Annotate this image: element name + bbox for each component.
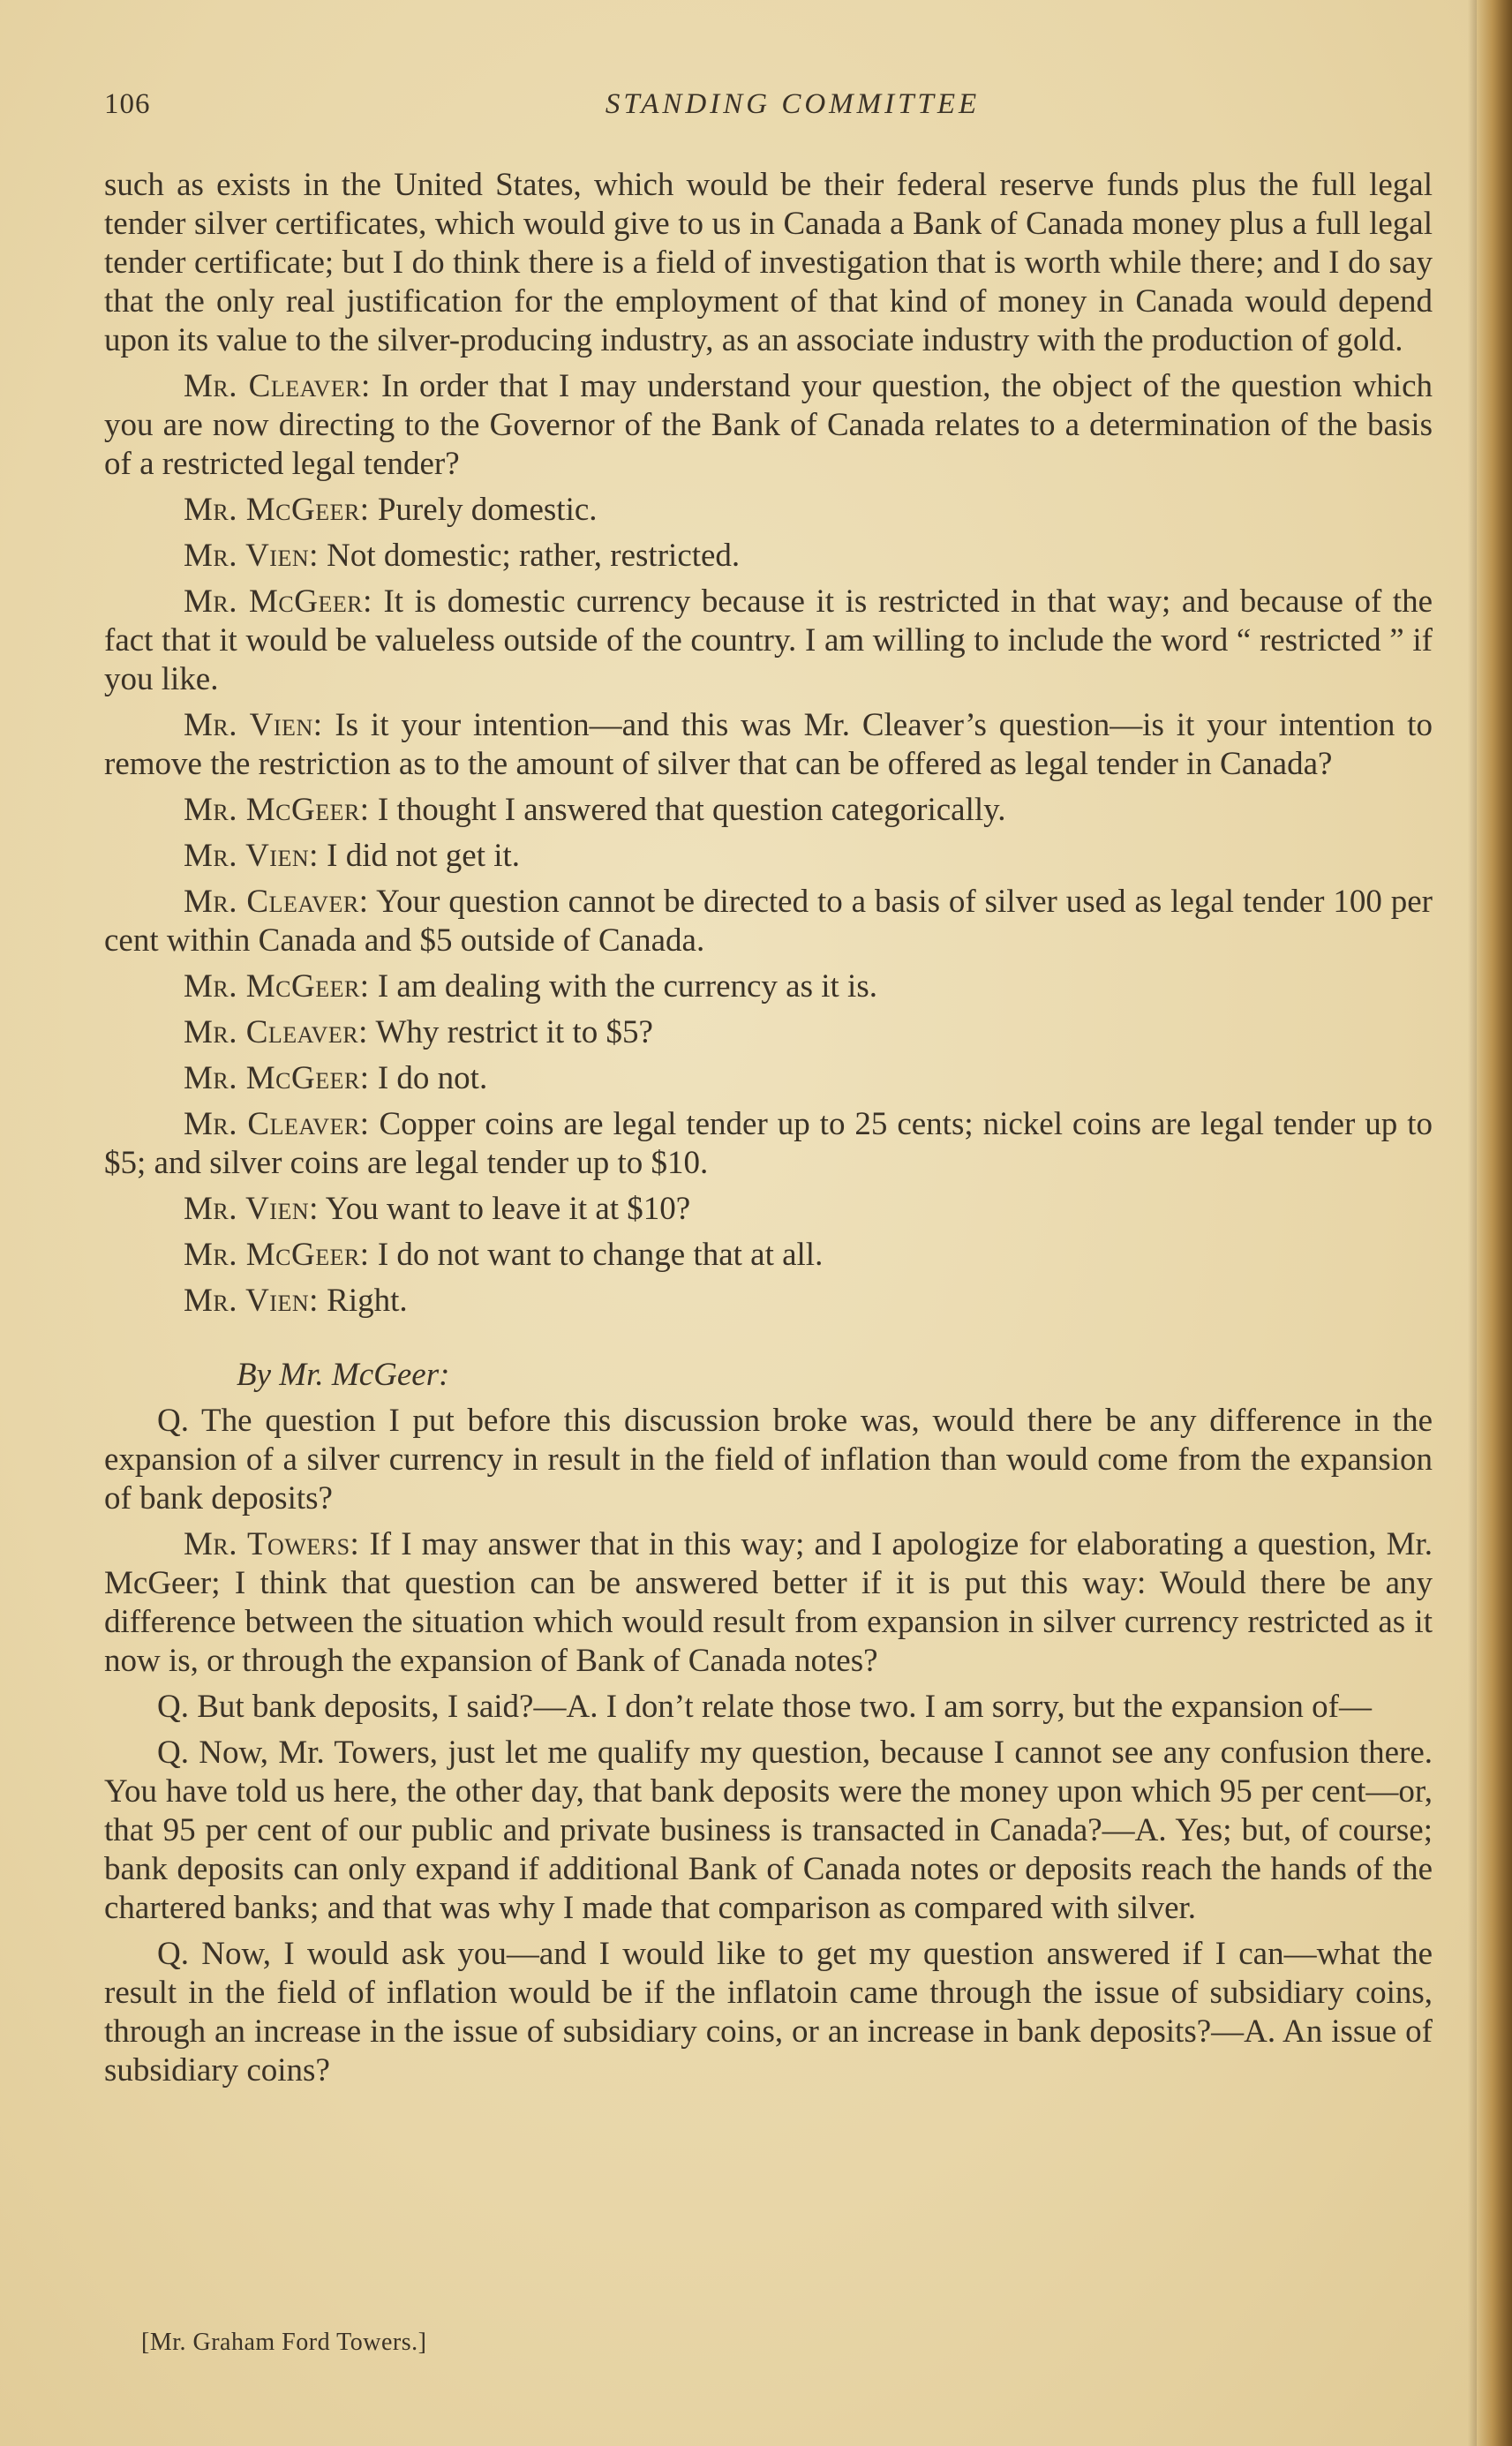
speech-paragraph (104, 367, 1433, 484)
speaker-name: Mr. Vien: (184, 1191, 319, 1227)
speech-paragraph (104, 791, 1433, 830)
speech-text: Why restrict it to $5? (375, 1014, 653, 1050)
speech-paragraph (104, 1190, 1433, 1229)
speech-text: Your question cannot be directed to a basis of silver used as legal tender 100 per cent within Canada and $5 outside of Canada. (104, 884, 1433, 959)
speaker-name: Mr. Towers: (184, 1526, 360, 1562)
running-head: STANDING COMMITTEE (605, 88, 981, 120)
speech-text: I did not get it. (327, 838, 521, 874)
speech-text: I do not. (377, 1060, 488, 1096)
speaker-name: Mr. Cleaver: (184, 1014, 368, 1050)
speaker-name: Mr. McGeer: (184, 1237, 370, 1273)
speech-text: I thought I answered that question categorically. (377, 792, 1006, 828)
question-paragraph: Q. But bank deposits, I said?—A. I don’t relate those two. I am sorry, but the expansion of— (157, 1689, 1372, 1725)
speech-text: Purely domestic. (377, 492, 598, 528)
speaker-name: Mr. Vien: (184, 1283, 319, 1319)
speaker-name: Mr. McGeer: (184, 492, 370, 528)
question-paragraph: Q. The question I put before this discussion broke was, would there be any difference in the expansion of a silver currency in result in the field of inflation than would come from the expansion of bank deposits? (104, 1403, 1433, 1517)
speaker-name: Mr. Vien: (184, 838, 319, 874)
speech-text: In order that I may understand your question, the object of the question which you are now directing to the Governor of the Bank of Canada relates to a determination of the basis of a restricted legal tender? (104, 368, 1433, 482)
speech-text: Is it your intention—and this was Mr. Cleaver’s question—is it your intention to remove the restriction as to the amount of silver that can be offered as legal tender in Canada? (104, 707, 1433, 782)
page-number: 106 (104, 88, 151, 120)
speech-text: It is domestic currency because it is restricted in that way; and because of the fact that it would be valueless outside of the country. I am willing to include the word “ restricted ” if you like. (104, 583, 1433, 697)
speech-paragraph (104, 1059, 1433, 1098)
speaker-name: Mr. Cleaver: (184, 884, 369, 920)
speech-paragraph (104, 1525, 1433, 1681)
speaker-name: Mr. Cleaver: (184, 1106, 370, 1142)
speech-text: Right. (327, 1283, 408, 1319)
speaker-footnote: [Mr. Graham Ford Towers.] (141, 2329, 427, 2356)
speech-paragraph (104, 967, 1433, 1006)
page-header (104, 88, 1428, 132)
speaker-name: Mr. Vien: (184, 538, 319, 574)
page-binding-edge (1477, 0, 1512, 2446)
speech-paragraph (104, 1282, 1433, 1321)
continuation-paragraph: such as exists in the United States, which would be their federal reserve funds plus the full legal tender silver certificates, which would give to us in Canada a Bank of Canada money plus a full legal tender certificate; but I do think there is a field of investigation that is worth while there; and I do say that the only real justification for the employment of that kind of money in Canada would depend upon its value to the silver-producing industry, as an associate industry with the production of gold. (104, 167, 1433, 358)
speech-paragraph (104, 491, 1433, 530)
speech-paragraph (104, 706, 1433, 784)
speech-paragraph (104, 1236, 1433, 1275)
speech-paragraph (104, 1013, 1433, 1052)
question-paragraph: Q. Now, I would ask you—and I would like to get my question answered if I can—what the result in the field of inflation would be if the inflatoin came through the issue of subsidiary coins, through an increase in the issue of subsidiary coins, or an increase in bank deposits?—A. An issue of subsidiary coins? (104, 1936, 1433, 2089)
speech-text: If I may answer that in this way; and I apologize for elaborating a question, Mr. McGeer; I think that question can be answered better if it is put this way: Would there be any difference between the situation which would result from expansion in silver currency restricted as it now is, or through the expansion of Bank of Canada notes? (104, 1526, 1433, 1679)
speech-paragraph (104, 583, 1433, 699)
speech-text: Not domestic; rather, restricted. (327, 538, 741, 574)
speech-text: You want to leave it at $10? (325, 1191, 691, 1227)
speech-paragraph (104, 537, 1433, 576)
speech-paragraph (104, 837, 1433, 876)
speaker-name: Mr. McGeer: (184, 968, 370, 1005)
speaker-name: Mr. Cleaver: (184, 368, 371, 404)
examiner-byline: By Mr. McGeer: (237, 1357, 450, 1393)
speech-paragraph (104, 883, 1433, 960)
speech-text: Copper coins are legal tender up to 25 cents; nickel coins are legal tender up to $5; and silver coins are legal tender up to $10. (104, 1106, 1433, 1181)
speaker-name: Mr. Vien: (184, 707, 323, 743)
speaker-name: Mr. McGeer: (184, 1060, 370, 1096)
speaker-name: Mr. McGeer: (184, 583, 372, 620)
transcript-body (104, 166, 1433, 2090)
speech-text: I am dealing with the currency as it is. (377, 968, 877, 1005)
question-paragraph: Q. Now, Mr. Towers, just let me qualify my question, because I cannot see any confusion there. You have told us here, the other day, that bank deposits were the money upon which 95 per cent—or, that 95 per cent of our public and private business is transacted in Canada?—A. Yes; but, of course; bank deposits can only expand if additional Bank of Canada notes or deposits reach the hands of the chartered banks; and that was why I made that comparison as compared with silver. (104, 1735, 1433, 1926)
speech-paragraph (104, 1105, 1433, 1183)
speaker-name: Mr. McGeer: (184, 792, 370, 828)
speech-text: I do not want to change that at all. (377, 1237, 824, 1273)
